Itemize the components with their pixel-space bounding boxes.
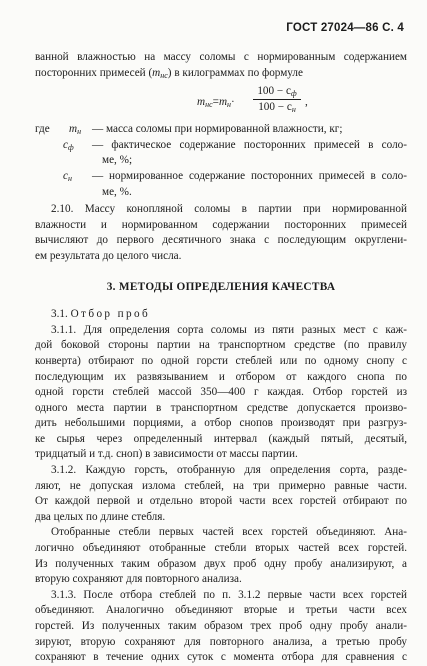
math-symbol: m (69, 123, 78, 136)
text-line: ем результата до целого числа. (35, 249, 182, 262)
math-subscript: ф (67, 142, 74, 152)
formula-lhs (197, 95, 235, 111)
definition-text: ме, %. (102, 185, 132, 198)
page-header: ГОСТ 27024—86 С. 4 (286, 22, 404, 34)
text-fragment: — масса соломы при нормированной влажности, кг; (92, 123, 343, 136)
math-text: 100 − c (258, 101, 292, 114)
subsection-number: 3.1. (51, 308, 68, 321)
math-operator: = (212, 96, 219, 109)
text-line: 3.1.3. После отбора стеблей по п. 3.1.2 первые части всех горстей (51, 588, 407, 601)
text-fragment: посторонних примесей ( (35, 66, 153, 79)
definition-symbol (63, 169, 72, 185)
text-line: ляют, не допуская излома стеблей, на три примерно равные части. (35, 479, 407, 492)
text-line: сохраняют в течение одних суток с момента отбора для сравнения с (35, 651, 407, 664)
math-subscript: н (67, 173, 72, 183)
definition-item (35, 169, 407, 200)
math-operator: · (231, 96, 235, 109)
paragraph-2-10 (35, 202, 407, 264)
math-subscript: н (77, 127, 82, 137)
paragraph-3-1-3 (35, 588, 407, 666)
paragraph-3-1-2 (35, 463, 407, 525)
math-subscript: ф (290, 89, 297, 99)
text-line: объединяют. Аналогично объединяют вторые и третьи части всех (35, 604, 407, 617)
math-symbol: m (218, 96, 228, 109)
section-title: 3. МЕТОДЫ ОПРЕДЕЛЕНИЯ КАЧЕСТВА (106, 280, 336, 293)
subsection-title: Отбор проб (70, 308, 151, 321)
definition-text: — нормированное содержание посторонних примесей в соло- (92, 169, 407, 182)
math-symbol: c (63, 169, 68, 182)
math-symbol: c (63, 138, 68, 151)
text-line: Из полученных таким образом двух проб одну пробу анализируют, а (35, 557, 407, 570)
text-line: логично объединяют отобранные стебли вторых частей всех горстей. (35, 542, 407, 555)
paragraph-3-1-1 (35, 323, 407, 463)
text-line: дить небольшими порциями, а отбор снопов производят при разгруз- (35, 417, 407, 430)
text-line: конверта) отбирают по одной горсти стеблей или по одному снопу с (35, 354, 407, 367)
text-line: последующим их развязыванием и отбором от каждого снопа по (35, 370, 407, 383)
text-line: горстей. Из полученных таким образом трех проб одну пробу анали- (35, 620, 407, 632)
definition-text (80, 122, 407, 138)
definition-text: ме, %; (102, 154, 133, 167)
where-label: где (35, 123, 50, 136)
math-subscript: н (227, 100, 231, 110)
definition-text: — фактическое содержание посторонних примесей в соло- (92, 138, 407, 151)
text-line: 2.10. Массу конопляной соломы в партии при нормированной (51, 203, 407, 216)
definitions (35, 122, 407, 200)
text-line: ванной влажностью на массу соломы с нормированным содержанием (35, 51, 407, 63)
formula-comma: , (305, 96, 308, 109)
text-line: вычисляют до первого десятичного знака с последующим округлени- (35, 234, 407, 247)
definition-item (35, 138, 407, 169)
text-line: зируют, вторую сохраняют для повторного анализа, а третью пробу (35, 635, 407, 648)
fraction-denominator (253, 100, 301, 114)
page-body (35, 50, 407, 666)
formula-fraction (253, 85, 301, 114)
text-line: одной горсти стеблей массой 350—400 г каждая. Отбор горстей из (35, 386, 407, 399)
math-subscript: н (291, 105, 296, 115)
math-subscript: нс (205, 100, 213, 110)
text-line: 3.1.1. Для определения сорта соломы из пяти разных мест с каж- (51, 323, 407, 336)
math-symbol: m (197, 96, 206, 109)
text-line: 3.1.2. Каждую горсть, отобранную для определения сорта, разде- (51, 464, 407, 477)
text-line: тридцатый и т.д. сноп) в зависимости от массы партии. (35, 448, 298, 461)
math-text: 100 − c (257, 85, 291, 98)
text-line: ке сырья через определенный интервал (каждый пятый, десятый, (35, 432, 407, 445)
text-line: дой боковой стороны партии на транспортном средстве (по правилу (35, 339, 407, 352)
definition-item (35, 122, 407, 138)
text-line: два целых по длине стебля. (35, 510, 166, 523)
text-line: От каждой первой и отдельно второй части всех горстей отбирают по (35, 495, 407, 508)
text-line: влажности и нормированном содержании посторонних примесей (35, 218, 407, 231)
text-fragment: ) в килограммах по формуле (167, 66, 303, 79)
subsection-heading (35, 307, 407, 323)
math-symbol: m (152, 66, 161, 79)
text-line: одного места партии в транспортном средстве допускается произво- (35, 401, 407, 414)
definition-symbol (69, 122, 81, 138)
text-line: Отобранные стебли первых частей всех горстей объединяют. Ана- (51, 526, 407, 539)
formula (35, 85, 407, 118)
definition-symbol (63, 138, 74, 154)
math-subscript: нс (160, 70, 168, 80)
text-line: вторую сохраняют для повторного анализа. (35, 573, 242, 586)
fraction-numerator (253, 85, 301, 100)
text-line (35, 66, 407, 82)
paragraph-3-1-2-continued (35, 525, 407, 587)
